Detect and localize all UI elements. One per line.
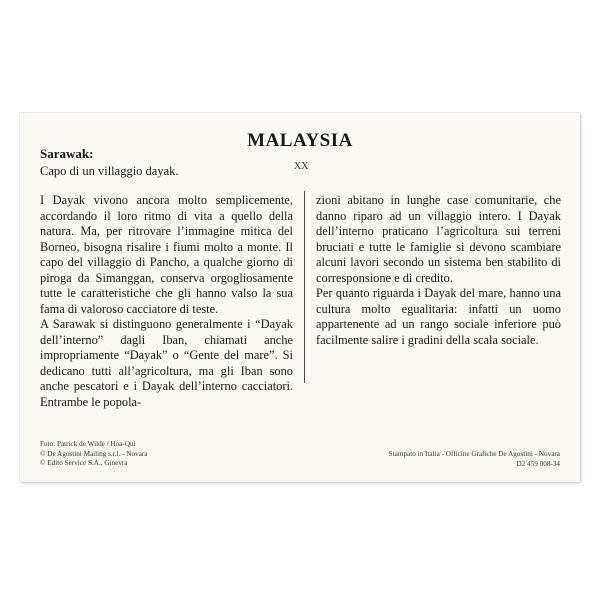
copyright-line: © Edito Service S.A., Ginevra (40, 459, 128, 467)
postcard (20, 113, 580, 482)
card-title: MALAYSIA (247, 130, 353, 151)
paragraph: zioni abitano in lunghe case comunitarie, che danno riparo ad un villaggio intero. I Dayak dell’interno praticano l’agricoltura sui terreni bruciati e tutte le famiglie si devono scambiare alcuni lavori secondo un sistema ben stabilito di corresponsione e di credito. (316, 193, 561, 285)
photo-credits (40, 440, 147, 469)
copyright-line: © De Agostini Mailing s.r.l. - Novara (40, 449, 148, 458)
text-column-left (40, 193, 293, 410)
reference-code: D2 459 008-34 (516, 459, 560, 468)
photo-caption: Capo di un villaggio dayak. (40, 164, 179, 178)
print-info (389, 450, 560, 469)
paragraph: Per quanto riguarda i Dayak del mare, hanno una cultura molto egualitaria: infatti un uomo appartenente ad un rango sociale inferiore può facilmente salire i gradini della scala sociale. (316, 286, 561, 347)
printer-line: Stampato in Italia - Officine Grafiche De Agostini - Novara (388, 450, 560, 458)
card-code: XX (294, 161, 309, 172)
photo-credit: Foto: Patrick de Wilde / Hoa-Qui (40, 440, 136, 448)
text-column-right (316, 193, 561, 348)
paragraph: I Dayak vivono ancora molto semplicemente, accordando il loro ritmo di vita a quello della natura. Ma, per ritrovare l’immagine mitica del Borneo, bisogna risalire i fiumi molto a monte. Il capo del villaggio di Pancho, a qualche giorno di piroga da Simanggan, conserva orgogliosamente tutte le caratteristiche che gli hanno valso la sua fama di valoroso cacciatore di teste. (40, 193, 293, 316)
column-divider (304, 191, 305, 383)
region-heading: Sarawak: (40, 146, 94, 161)
paragraph: A Sarawak si distinguono generalmente i “Dayak dell’interno” dagli Iban, chiamati anche impropriamente “Dayak” o “Gente del mare”. Si dedicano tutti all’agricoltura, ma gli Iban sono anche pescatori e i Dayak dell’interno cacciatori. Entrambe le popola- (40, 317, 293, 409)
